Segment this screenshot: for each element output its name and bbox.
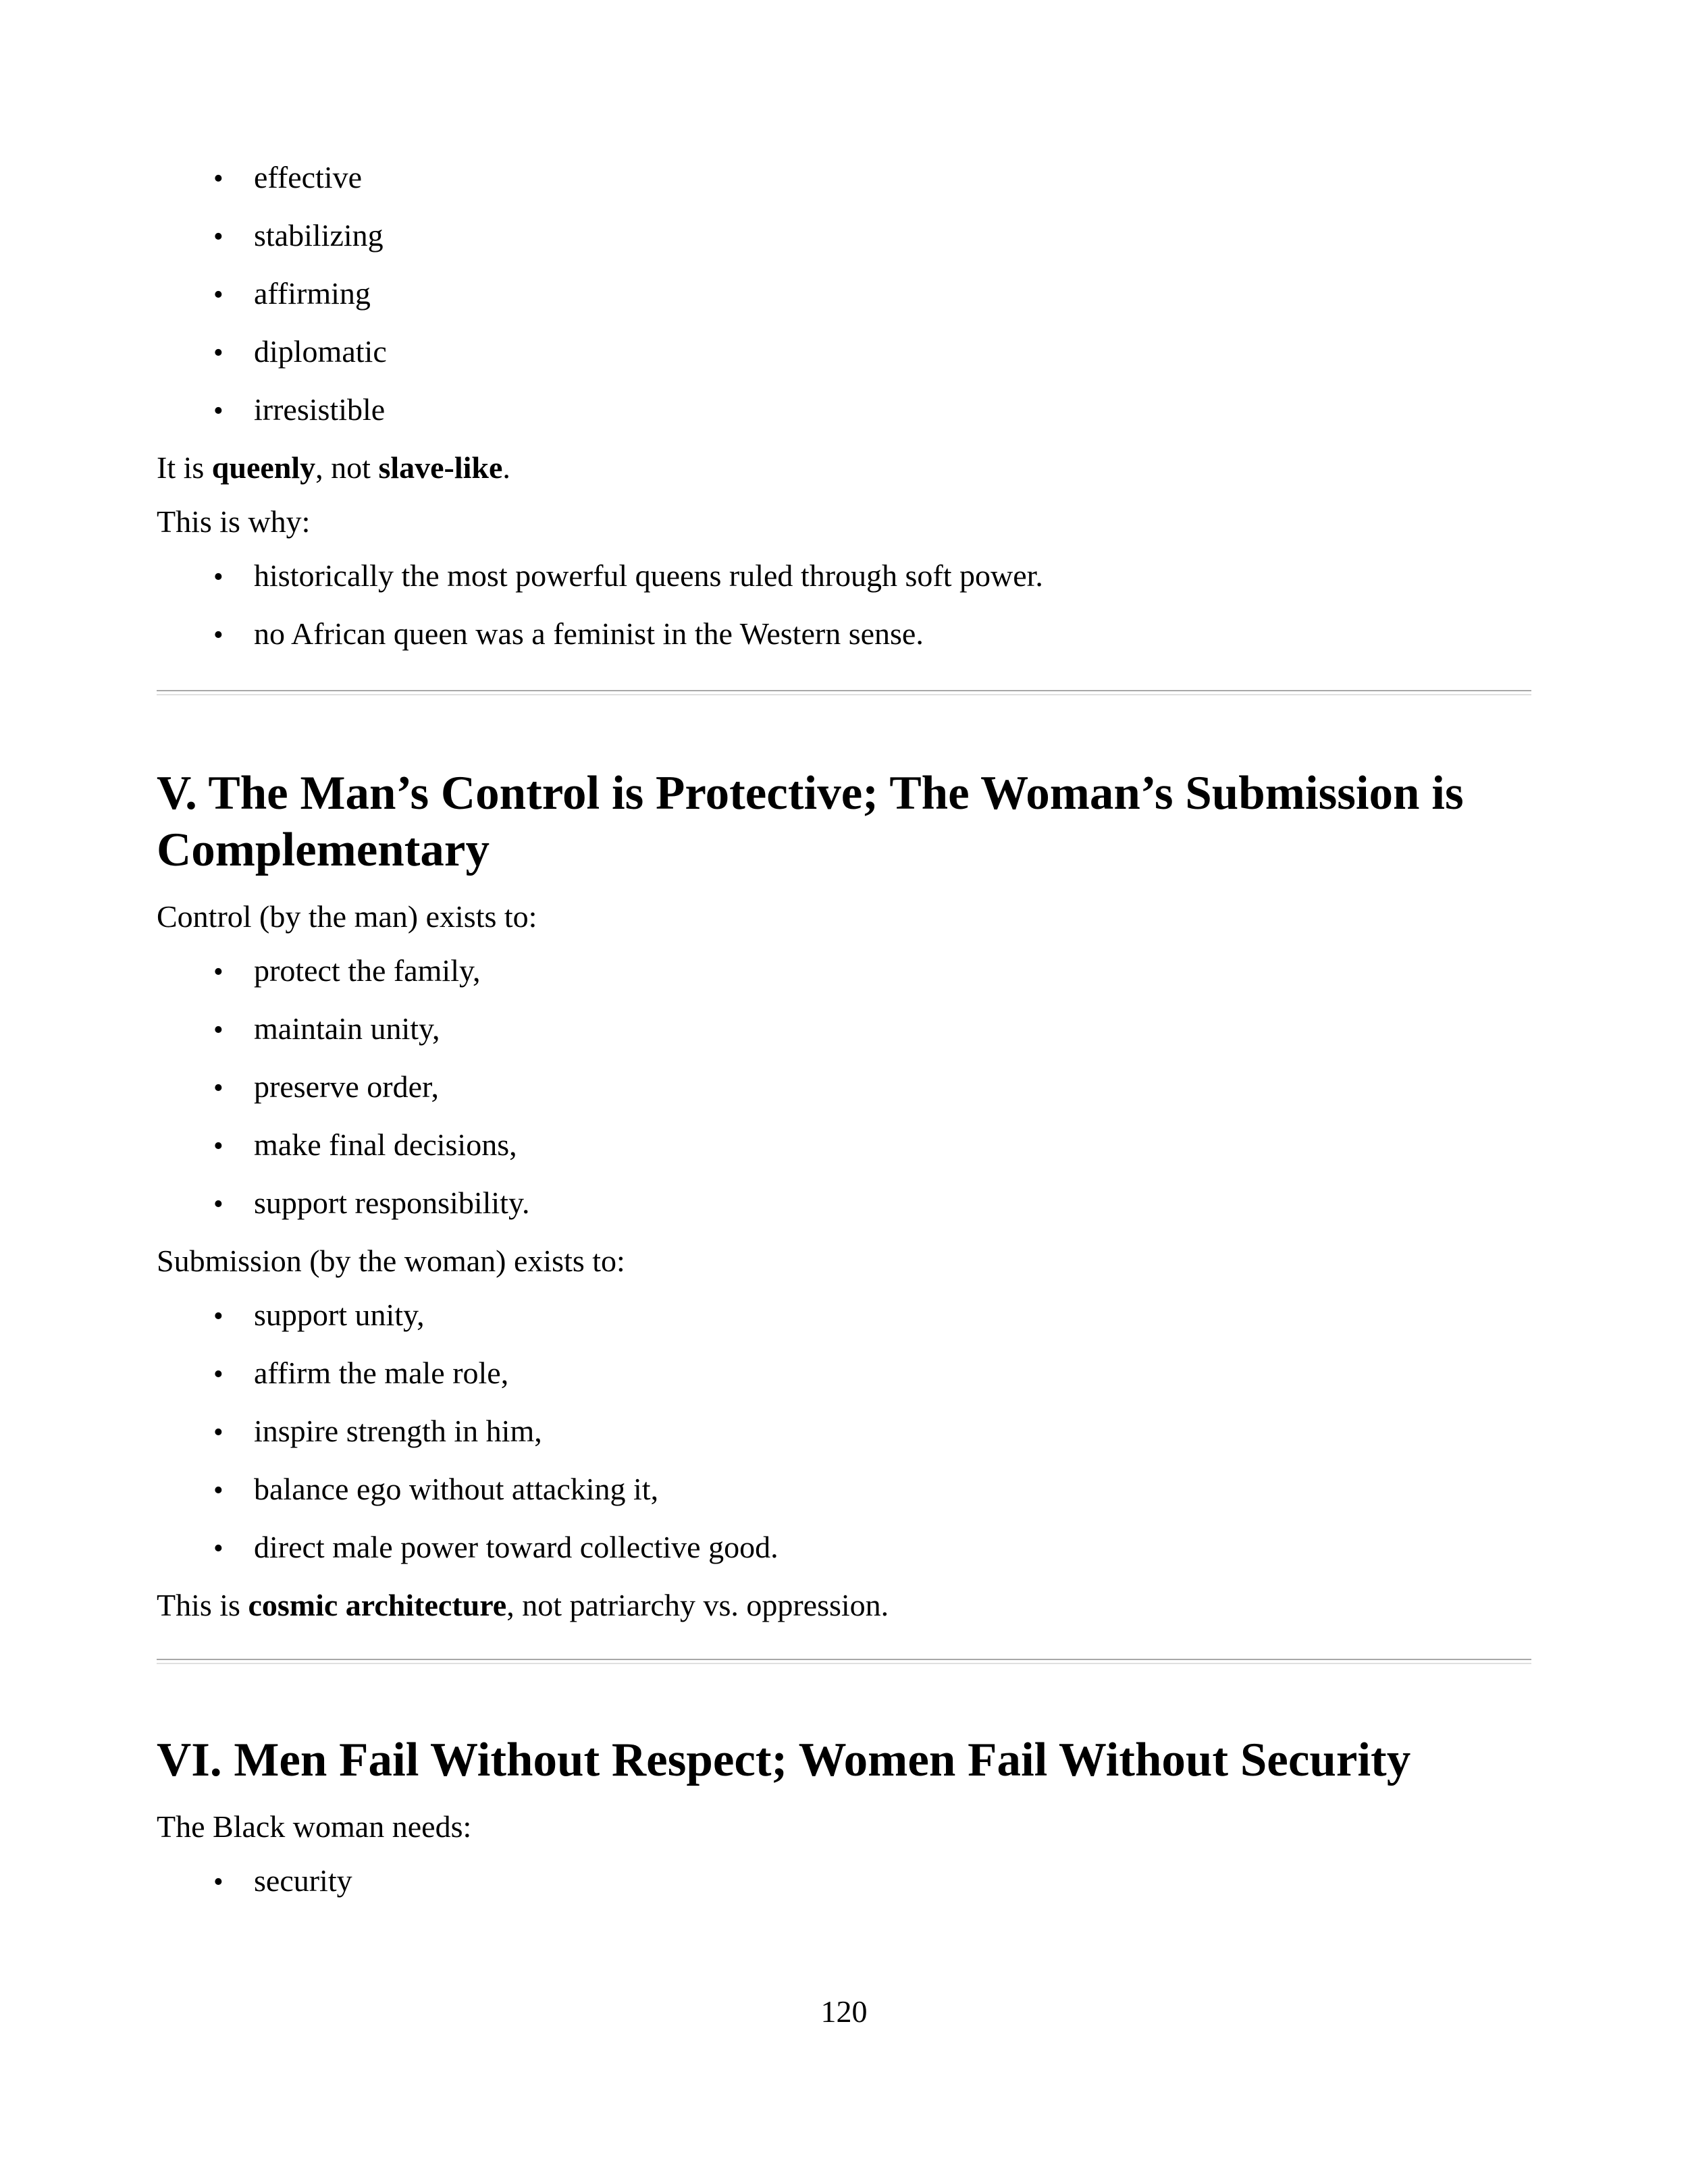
bullet-icon: • (213, 1475, 223, 1506)
text-run: , not patriarchy vs. oppression. (506, 1588, 889, 1622)
bullet-icon: • (213, 1359, 223, 1390)
list-item-text: inspire strength in him, (254, 1414, 542, 1448)
list-item (213, 1411, 542, 1453)
list-item (213, 390, 385, 431)
bullet-icon: • (213, 957, 223, 988)
list-item (213, 273, 371, 315)
why-paragraph: This is why: (157, 504, 311, 539)
list-item-text: affirming (254, 276, 371, 311)
page-number: 120 (820, 1994, 868, 2029)
list-item-text: support unity, (254, 1298, 425, 1332)
list-item-text: stabilizing (254, 218, 384, 252)
list-item (213, 1009, 440, 1050)
bullet-icon: • (213, 1073, 223, 1104)
bullet-icon: • (213, 1417, 223, 1448)
list-item (213, 215, 384, 257)
list-item (213, 614, 924, 656)
list-item (213, 1469, 658, 1511)
bullet-icon: • (213, 562, 223, 593)
text-run: , not (315, 450, 379, 485)
list-item-text: historically the most powerful queens ruled through soft power. (254, 558, 1043, 593)
list-item-text: irresistible (254, 392, 386, 427)
list-item (213, 331, 387, 373)
list-item (213, 1183, 529, 1225)
bullet-icon: • (213, 1533, 223, 1564)
list-item (213, 1527, 779, 1569)
horizontal-rule (157, 690, 1531, 695)
horizontal-rule (157, 1659, 1531, 1664)
bullet-icon: • (213, 620, 223, 651)
bullet-icon: • (213, 1301, 223, 1332)
text-run: It is (157, 450, 212, 485)
bullet-icon: • (213, 279, 223, 311)
list-item (213, 556, 1043, 597)
list-item-text: protect the family, (254, 953, 481, 988)
list-item (213, 951, 481, 992)
bullet-icon: • (213, 1131, 223, 1162)
list-item-text: affirm the male role, (254, 1356, 509, 1390)
bullet-icon: • (213, 396, 223, 427)
bullet-icon: • (213, 338, 223, 369)
submission-intro: Submission (by the woman) exists to: (157, 1244, 625, 1278)
text-run: . (502, 450, 510, 485)
list-item-text: maintain unity, (254, 1011, 440, 1046)
bullet-icon: • (213, 1015, 223, 1046)
list-item-text: no African queen was a feminist in the Western sense. (254, 616, 924, 651)
control-intro: Control (by the man) exists to: (157, 899, 537, 934)
list-item (213, 1353, 508, 1395)
text-run: This is (157, 1588, 248, 1622)
list-item (213, 1125, 517, 1167)
list-item-text: preserve order, (254, 1069, 440, 1104)
list-item-text: security (254, 1863, 352, 1898)
list-item (213, 1067, 439, 1109)
needs-intro: The Black woman needs: (157, 1809, 472, 1844)
section-heading: V. The Man’s Control is Protective; The Woman’s Submission is Complementary (157, 767, 1464, 876)
list-item (213, 1861, 352, 1902)
bullet-icon: • (213, 1189, 223, 1220)
bold-text: cosmic architecture (248, 1588, 507, 1622)
bold-text: queenly (211, 450, 316, 485)
list-item-text: diplomatic (254, 334, 387, 369)
bullet-icon: • (213, 1867, 223, 1898)
list-item-text: support responsibility. (254, 1186, 530, 1220)
list-item-text: direct male power toward collective good. (254, 1530, 779, 1564)
list-item-text: effective (254, 160, 363, 194)
list-item (213, 1295, 425, 1337)
list-item (213, 157, 362, 199)
closing-paragraph (157, 1585, 889, 1626)
bullet-icon: • (213, 163, 223, 194)
queenly-paragraph (157, 448, 510, 488)
section-heading: VI. Men Fail Without Respect; Women Fail Without Security (157, 1734, 1411, 1786)
bullet-icon: • (213, 221, 223, 252)
bold-text: slave-like (378, 450, 503, 485)
list-item-text: balance ego without attacking it, (254, 1472, 659, 1506)
list-item-text: make final decisions, (254, 1127, 517, 1162)
